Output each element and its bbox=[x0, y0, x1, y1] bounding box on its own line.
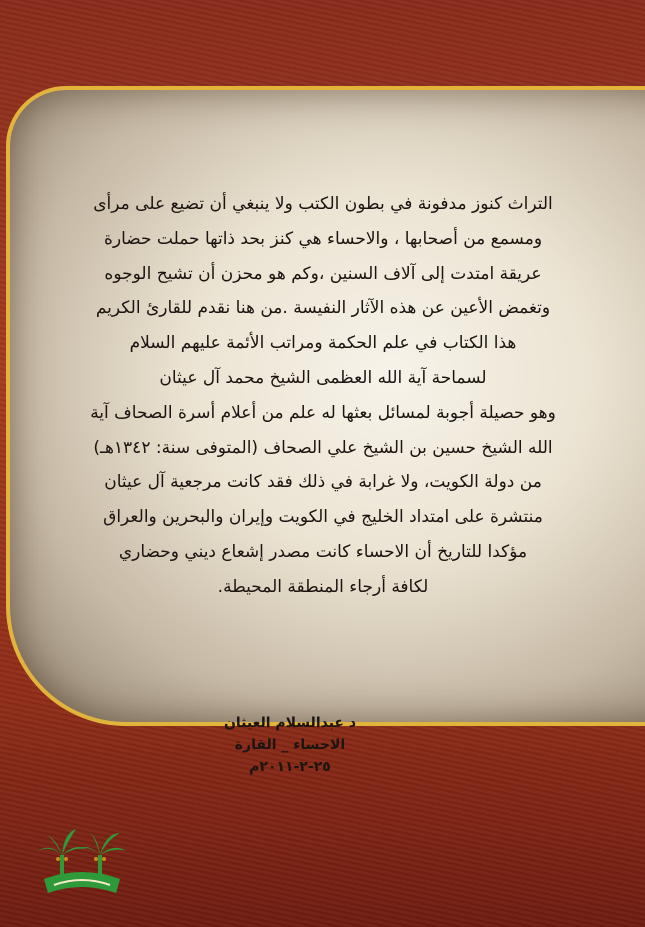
body-line: عريقة امتدت إلى آلاف السنين ،وكم هو محزن أن تشيح الوجوه bbox=[104, 263, 542, 284]
body-line: وهو حصيلة أجوبة لمسائل بعثها له علم من أعلام أسرة الصحاف آية bbox=[90, 402, 556, 423]
body-line: منتشرة على امتداد الخليج في الكويت وإيران والبحرين والعراق bbox=[103, 507, 543, 528]
author-signature bbox=[180, 712, 400, 778]
author-place: الاحساء _ القارة bbox=[234, 737, 346, 753]
body-line: وتغمض الأعين عن هذه الآثار النفيسة .من هنا نقدم للقارئ الكريم bbox=[95, 298, 551, 319]
palm-trees-logo-icon bbox=[32, 815, 132, 900]
body-line: من دولة الكويت، ولا غرابة في ذلك فقد كانت مرجعية آل عيثان bbox=[104, 472, 542, 493]
author-name: د عبدالسلام العيثان bbox=[223, 715, 357, 731]
cover-body-text bbox=[20, 187, 626, 605]
body-line: التراث كنوز مدفونة في بطون الكتب ولا ينبغي أن تضيع على مرأى bbox=[93, 194, 553, 214]
body-line: الله الشيخ حسين بن الشيخ علي الصحاف (المتوفى سنة: ١٣٤٢هـ) bbox=[93, 437, 553, 458]
body-line: لسماحة آية الله العظمى الشيخ محمد آل عيثان bbox=[159, 367, 487, 388]
signature-date: ٢٥-٢-٢٠١١م bbox=[249, 759, 331, 775]
body-line: مؤكدا للتاريخ أن الاحساء كانت مصدر إشعاع ديني وحضاري bbox=[118, 541, 528, 562]
body-line: هذا الكتاب في علم الحكمة ومراتب الأئمة عليهم السلام bbox=[129, 333, 517, 354]
body-line: لكافة أرجاء المنطقة المحيطة. bbox=[217, 576, 429, 597]
body-line: ومسمع من أصحابها ، والاحساء هي كنز بحد ذاتها حملت حضارة bbox=[103, 228, 543, 249]
